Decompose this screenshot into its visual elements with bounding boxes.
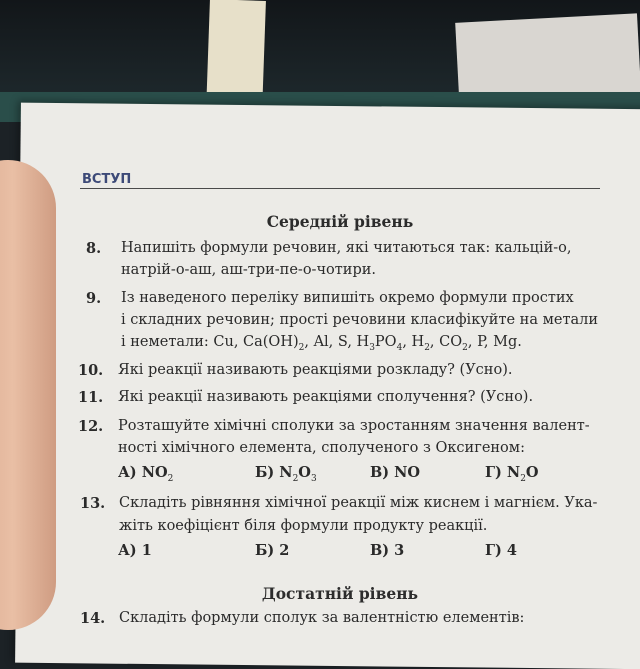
task-number-14: 14. (80, 610, 106, 627)
section-header: ВСТУП (82, 172, 132, 187)
task-9-line2: і складних речовин; прості речовини класифікуйте на метали (121, 312, 598, 328)
task-number-10: 10. (78, 362, 104, 379)
task-number-9: 9. (86, 290, 102, 307)
task-13-option-b: Б) 2 (255, 542, 290, 559)
task-number-11: 11. (78, 389, 104, 406)
task-number-8: 8. (86, 240, 102, 257)
task-10-text: Які реакції називають реакціями розкладу? (Усно). (118, 362, 513, 378)
task-number-13: 13. (80, 495, 106, 512)
task-14-text: Складіть формули сполук за валентністю елементів: (119, 610, 525, 626)
thumb (0, 160, 56, 630)
level-title-mid: Середній рівень (266, 212, 414, 231)
task-12-option-d: Г) $N_2O$ (485, 464, 539, 484)
task-11-text: Які реакції називають реакціями сполучення? (Усно). (118, 389, 534, 405)
task-13-option-c: В) 3 (370, 542, 405, 559)
task-12-option-c: В) NO (370, 464, 421, 481)
task-number-12: 12. (78, 418, 104, 435)
task-13-line1: Складіть рівняння хімічної реакції між киснем і магнієм. Ука- (119, 495, 598, 511)
task-12-option-b: Б) $N_2O_3$ (255, 464, 317, 484)
task-12-option-a: А) $NO_2$ (118, 464, 174, 484)
task-9-line3: і неметали: Cu, $Ca(OH)_2$, Al, S, $H_3PO_4$, $H_2$, $CO_2$, P, Mg. (121, 334, 522, 353)
task-13-option-a: А) 1 (118, 542, 152, 559)
task-12-line2: ності хімічного елемента, сполученого з Оксигеном: (118, 440, 525, 456)
task-13-option-d: Г) 4 (485, 542, 518, 559)
task-8-line1: Напишіть формули речовин, які читаються так: кальцій-о, (121, 240, 572, 256)
task-9-line1: Із наведеного переліку випишіть окремо формули простих (121, 290, 574, 306)
header-rule (80, 188, 600, 189)
task-12-line1: Розташуйте хімічні сполуки за зростанням значення валент- (118, 418, 590, 434)
level-title-high: Достатній рівень (261, 584, 419, 603)
task-13-line2: жіть коефіцієнт біля формули продукту реакції. (119, 518, 488, 534)
task-8-line2: натрій-о-аш, аш-три-пе-о-чотири. (121, 262, 377, 278)
